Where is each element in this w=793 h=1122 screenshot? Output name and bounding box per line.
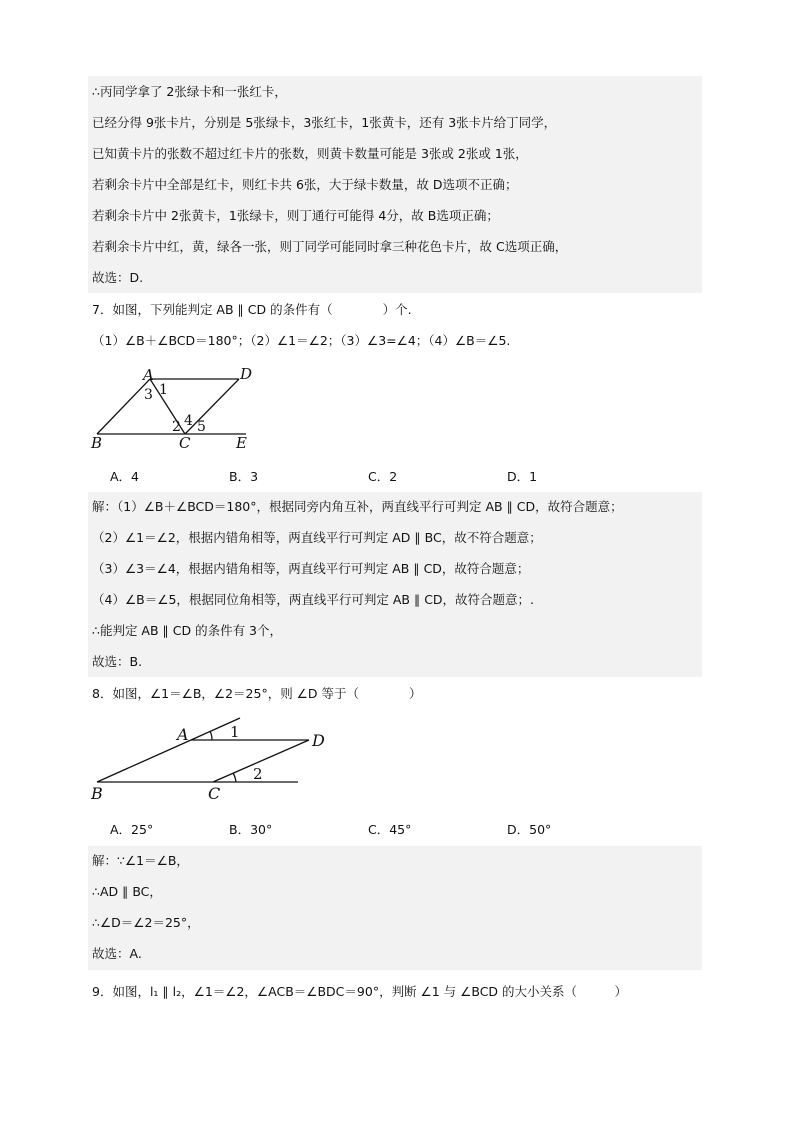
text-line: 故选：B. [92,654,143,669]
question-9-stem: 9．如图，l₁ ∥ l₂，∠1＝∠2，∠ACB＝∠BDC＝90°，判断 ∠1 与 ∠BCD 的大小关系（ ） [92,984,628,999]
label-B: B [91,434,103,452]
text-line: 故选：D. [92,270,144,285]
question-7-conditions: （1）∠B＋∠BCD＝180°；（2）∠1＝∠2；（3）∠3=∠4；（4）∠B＝∠5. [92,333,511,348]
q8-option-c: C．45° [368,822,412,837]
label-5: 5 [197,419,206,435]
label-2: 2 [172,419,181,435]
text-line: （3）∠3＝∠4，根据内错角相等，两直线平行可判定 AB ∥ CD，故符合题意； [92,561,530,576]
text-line: ∴能判定 AB ∥ CD 的条件有 3个， [92,623,283,638]
text-line: ∴丙同学拿了 2张绿卡和一张红卡， [92,84,287,99]
text-line: ∴∠D＝∠2＝25°， [92,915,200,930]
text-line: 已经分得 9张卡片，分别是 5张绿卡，3张红卡，1张黄卡，还有 3张卡片给丁同学， [92,115,557,130]
q8-option-a: A．25° [110,822,154,837]
label-D: D [312,731,325,750]
label-E: E [236,434,247,452]
label-C: C [179,434,191,452]
question-8-figure [88,712,338,804]
label-A: A [143,366,154,384]
text-line: 解：∵∠1＝∠B， [92,853,189,868]
label-4: 4 [184,413,193,429]
label-1: 1 [159,382,168,398]
q7-solution-block [88,492,702,677]
text-line: 若剩余卡片中全部是红卡，则红卡共 6张，大于绿卡数量，故 D选项不正确； [92,177,518,192]
q7-option-d: D．1 [507,469,538,484]
q7-option-b: B．3 [229,469,259,484]
label-2: 2 [253,765,263,783]
text-line: 解：（1）∠B＋∠BCD＝180°，根据同旁内角互补，两直线平行可判定 AB ∥ CD，故符合题意； [92,499,623,514]
q7-option-c: C．2 [368,469,398,484]
q7-option-a: A．4 [110,469,140,484]
question-7-figure [88,362,263,452]
text-line: （4）∠B＝∠5，根据同位角相等，两直线平行可判定 AB ∥ CD，故符合题意；. [92,592,535,607]
text-line: 若剩余卡片中红，黄，绿各一张，则丁同学可能同时拿三种花色卡片，故 C选项正确， [92,239,568,254]
question-7-stem: 7．如图，下列能判定 AB ∥ CD 的条件有（ ）个. [92,302,412,317]
label-D: D [240,365,253,383]
label-1: 1 [230,723,240,741]
label-B: B [91,784,103,803]
label-A: A [177,725,189,744]
q8-option-b: B．30° [229,822,273,837]
text-line: （2）∠1＝∠2，根据内错角相等，两直线平行可判定 AD ∥ BC，故不符合题意； [92,530,542,545]
label-3: 3 [144,387,153,403]
text-line: 若剩余卡片中 2张黄卡，1张绿卡，则丁通行可能得 4分，故 B选项正确； [92,208,499,223]
label-C: C [208,784,221,803]
text-line: 故选：A. [92,946,142,961]
question-8-stem: 8．如图，∠1＝∠B，∠2＝25°，则 ∠D 等于（ ） [92,686,422,701]
q8-option-d: D．50° [507,822,552,837]
text-line: 已知黄卡片的张数不超过红卡片的张数，则黄卡数量可能是 3张或 2张或 1张， [92,146,528,161]
text-line: ∴AD ∥ BC， [92,884,162,899]
